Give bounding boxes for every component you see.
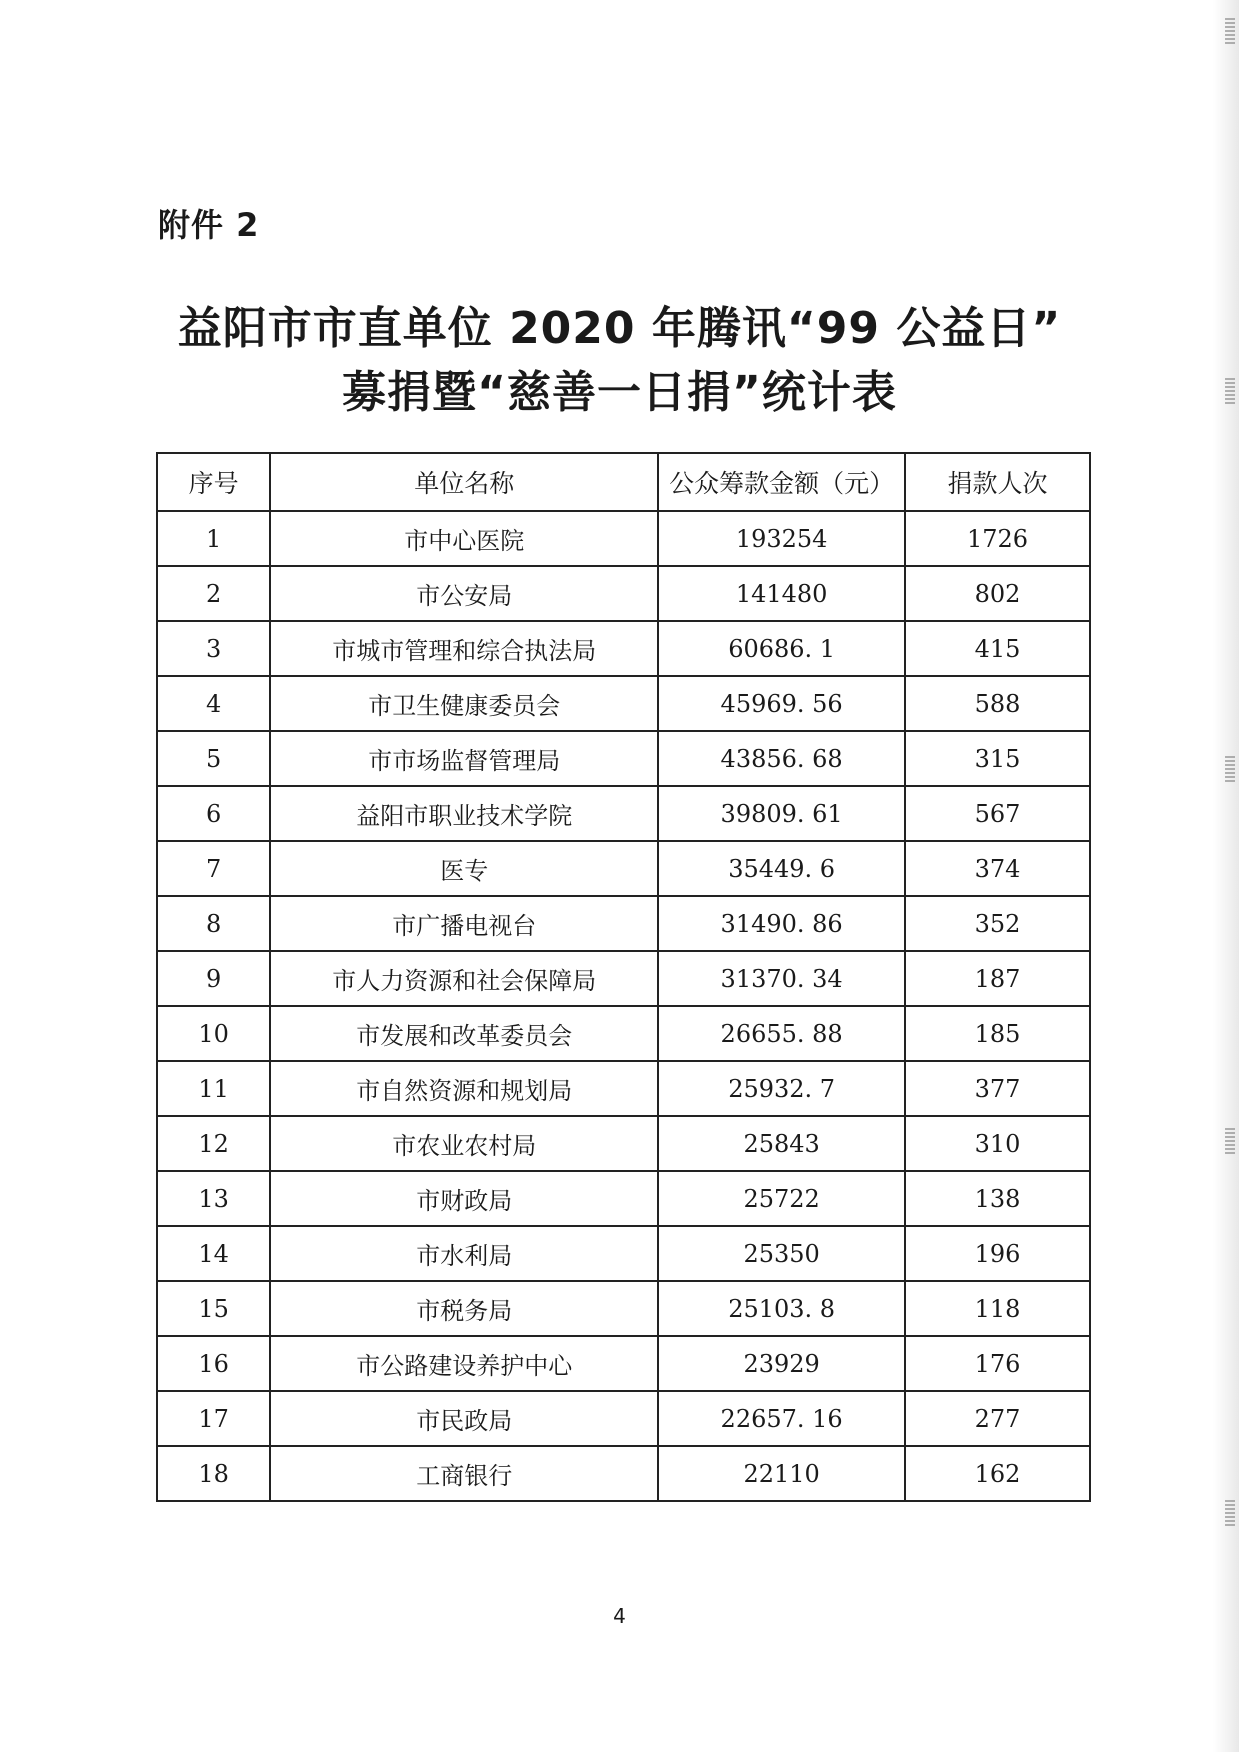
table-row xyxy=(157,1006,1090,1061)
row-serial-number: 5 xyxy=(157,731,270,786)
table-row xyxy=(157,566,1090,621)
table-row xyxy=(157,1281,1090,1336)
row-fundraising-amount: 141480 xyxy=(658,566,905,621)
row-serial-number: 6 xyxy=(157,786,270,841)
row-serial-number: 17 xyxy=(157,1391,270,1446)
table-row xyxy=(157,1446,1090,1501)
row-fundraising-amount: 43856. 68 xyxy=(658,731,905,786)
table-row xyxy=(157,1226,1090,1281)
row-serial-number: 14 xyxy=(157,1226,270,1281)
table-header-row xyxy=(157,453,1090,511)
row-fundraising-amount: 45969. 56 xyxy=(658,676,905,731)
row-donor-count: 118 xyxy=(905,1281,1090,1336)
row-fundraising-amount: 25843 xyxy=(658,1116,905,1171)
row-serial-number: 9 xyxy=(157,951,270,1006)
document-title-line-2: 募捐暨“慈善一日捐”统计表 xyxy=(342,367,897,418)
row-unit-name: 益阳市职业技术学院 xyxy=(270,786,658,841)
row-donor-count: 138 xyxy=(905,1171,1090,1226)
row-unit-name: 市民政局 xyxy=(270,1391,658,1446)
scan-edge-shadow xyxy=(1213,0,1239,1752)
row-donor-count: 196 xyxy=(905,1226,1090,1281)
table-row xyxy=(157,1336,1090,1391)
row-donor-count: 1726 xyxy=(905,511,1090,566)
row-serial-number: 2 xyxy=(157,566,270,621)
row-fundraising-amount: 22657. 16 xyxy=(658,1391,905,1446)
row-unit-name: 市农业农村局 xyxy=(270,1116,658,1171)
row-donor-count: 567 xyxy=(905,786,1090,841)
table-row xyxy=(157,1061,1090,1116)
row-unit-name: 市税务局 xyxy=(270,1281,658,1336)
row-fundraising-amount: 25722 xyxy=(658,1171,905,1226)
scan-artifact xyxy=(1225,378,1235,406)
row-serial-number: 1 xyxy=(157,511,270,566)
row-fundraising-amount: 23929 xyxy=(658,1336,905,1391)
row-serial-number: 12 xyxy=(157,1116,270,1171)
row-serial-number: 10 xyxy=(157,1006,270,1061)
page-number: 4 xyxy=(613,1604,626,1628)
row-donor-count: 310 xyxy=(905,1116,1090,1171)
scan-artifact xyxy=(1225,756,1235,784)
row-unit-name: 市中心医院 xyxy=(270,511,658,566)
row-donor-count: 374 xyxy=(905,841,1090,896)
table-row xyxy=(157,841,1090,896)
header-fundraising-amount: 公众筹款金额（元） xyxy=(658,453,905,511)
scan-artifact xyxy=(1225,18,1235,46)
scan-artifact xyxy=(1225,1500,1235,1528)
row-serial-number: 15 xyxy=(157,1281,270,1336)
row-donor-count: 277 xyxy=(905,1391,1090,1446)
row-serial-number: 11 xyxy=(157,1061,270,1116)
table-row xyxy=(157,1116,1090,1171)
row-donor-count: 588 xyxy=(905,676,1090,731)
row-unit-name: 市财政局 xyxy=(270,1171,658,1226)
row-serial-number: 18 xyxy=(157,1446,270,1501)
table-row xyxy=(157,786,1090,841)
row-serial-number: 7 xyxy=(157,841,270,896)
row-unit-name: 市水利局 xyxy=(270,1226,658,1281)
row-donor-count: 162 xyxy=(905,1446,1090,1501)
row-donor-count: 352 xyxy=(905,896,1090,951)
header-donor-count: 捐款人次 xyxy=(905,453,1090,511)
row-donor-count: 415 xyxy=(905,621,1090,676)
row-serial-number: 3 xyxy=(157,621,270,676)
row-fundraising-amount: 25350 xyxy=(658,1226,905,1281)
table-row xyxy=(157,896,1090,951)
row-serial-number: 16 xyxy=(157,1336,270,1391)
row-unit-name: 市广播电视台 xyxy=(270,896,658,951)
row-serial-number: 4 xyxy=(157,676,270,731)
table-row xyxy=(157,621,1090,676)
table-row xyxy=(157,731,1090,786)
donation-statistics-table xyxy=(156,452,1091,1502)
table-row xyxy=(157,511,1090,566)
row-unit-name: 市公安局 xyxy=(270,566,658,621)
row-fundraising-amount: 22110 xyxy=(658,1446,905,1501)
row-donor-count: 315 xyxy=(905,731,1090,786)
row-fundraising-amount: 39809. 61 xyxy=(658,786,905,841)
row-fundraising-amount: 193254 xyxy=(658,511,905,566)
table-body xyxy=(157,511,1090,1501)
row-fundraising-amount: 25932. 7 xyxy=(658,1061,905,1116)
row-donor-count: 185 xyxy=(905,1006,1090,1061)
row-unit-name: 市城市管理和综合执法局 xyxy=(270,621,658,676)
row-unit-name: 市人力资源和社会保障局 xyxy=(270,951,658,1006)
row-unit-name: 医专 xyxy=(270,841,658,896)
row-unit-name: 市市场监督管理局 xyxy=(270,731,658,786)
scan-artifact xyxy=(1225,1128,1235,1156)
header-serial-number: 序号 xyxy=(157,453,270,511)
table-row xyxy=(157,1171,1090,1226)
row-fundraising-amount: 25103. 8 xyxy=(658,1281,905,1336)
row-fundraising-amount: 35449. 6 xyxy=(658,841,905,896)
attachment-label: 附件 2 xyxy=(158,206,260,244)
table-row xyxy=(157,676,1090,731)
row-donor-count: 187 xyxy=(905,951,1090,1006)
document-title-line-1: 益阳市市直单位 2020 年腾讯“99 公益日” xyxy=(177,303,1062,354)
row-fundraising-amount: 26655. 88 xyxy=(658,1006,905,1061)
table-row xyxy=(157,951,1090,1006)
row-unit-name: 工商银行 xyxy=(270,1446,658,1501)
row-fundraising-amount: 60686. 1 xyxy=(658,621,905,676)
row-donor-count: 377 xyxy=(905,1061,1090,1116)
row-unit-name: 市卫生健康委员会 xyxy=(270,676,658,731)
row-fundraising-amount: 31490. 86 xyxy=(658,896,905,951)
row-unit-name: 市自然资源和规划局 xyxy=(270,1061,658,1116)
table-row xyxy=(157,1391,1090,1446)
row-unit-name: 市公路建设养护中心 xyxy=(270,1336,658,1391)
header-unit-name: 单位名称 xyxy=(270,453,658,511)
row-fundraising-amount: 31370. 34 xyxy=(658,951,905,1006)
row-unit-name: 市发展和改革委员会 xyxy=(270,1006,658,1061)
row-donor-count: 802 xyxy=(905,566,1090,621)
row-serial-number: 13 xyxy=(157,1171,270,1226)
row-serial-number: 8 xyxy=(157,896,270,951)
row-donor-count: 176 xyxy=(905,1336,1090,1391)
